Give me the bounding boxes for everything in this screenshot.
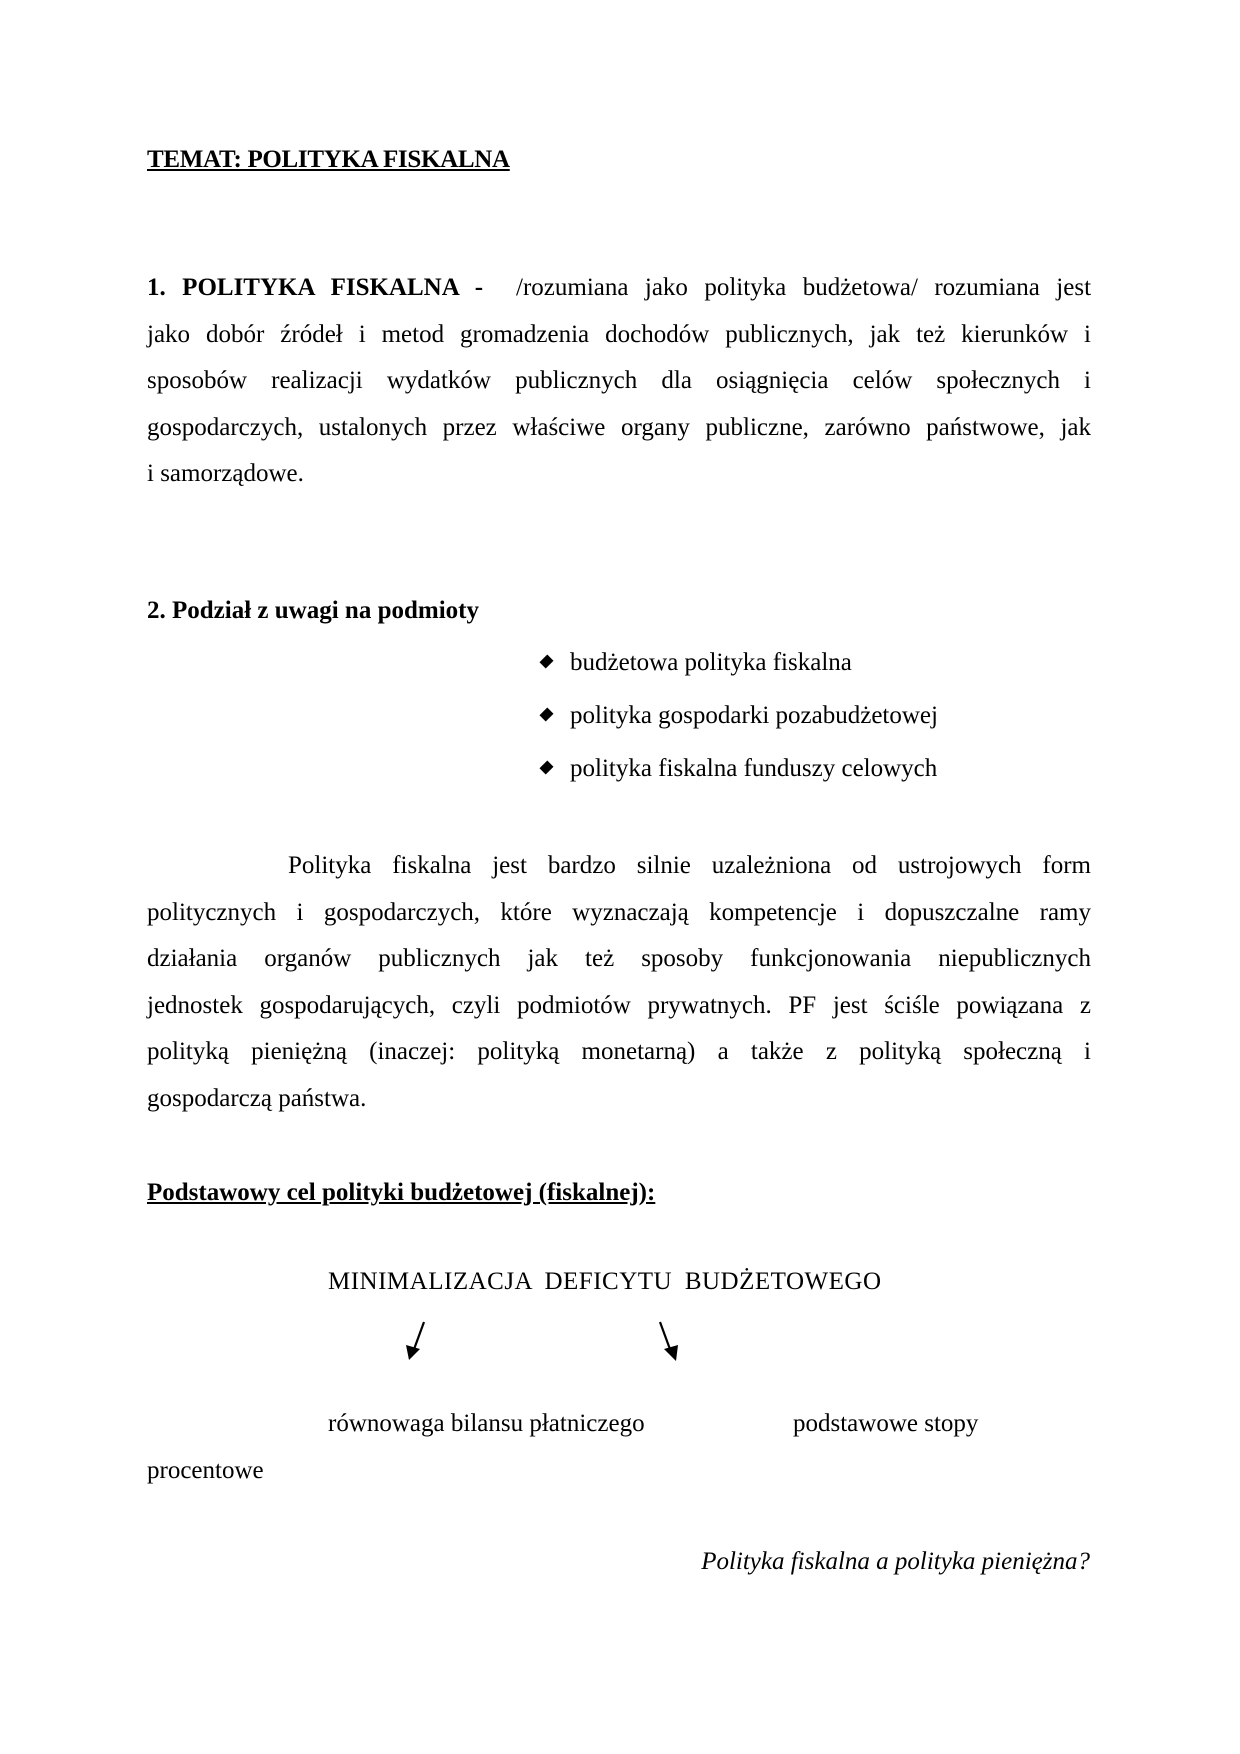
section1-line-5: i samorządowe.	[147, 460, 304, 488]
goal-main: MINIMALIZACJA DEFICYTU BUDŻETOWEGO	[328, 1268, 882, 1295]
section1-line-4: gospodarczych, ustalonych przez właściwe organy publiczne, zarówno państwowe, jak	[147, 413, 1091, 441]
goal-branch-right-continued: procentowe	[147, 1457, 264, 1484]
section1-line-3: sposobów realizacji wydatków publicznych dla osiągnięcia celów społecznych i	[147, 367, 1091, 395]
section1-line-1: 1. POLITYKA FISKALNA - /rozumiana jako polityka budżetowa/ rozumiana jest	[147, 274, 1092, 301]
section1-heading: 1. POLITYKA FISKALNA -	[147, 274, 484, 301]
arrow-down-right-icon	[660, 1322, 678, 1361]
paragraph2-line: politycznych i gospodarczych, które wyznaczają kompetencje i dopuszczalne ramy	[147, 898, 1091, 926]
bullet-item: polityka gospodarki pozabudżetowej	[541, 701, 938, 731]
bullet-item: budżetowa polityka fiskalna	[541, 648, 852, 678]
paragraph2-line: Polityka fiskalna jest bardzo silnie uzależniona od ustrojowych form	[288, 852, 1091, 879]
closing-question: Polityka fiskalna a polityka pieniężna?	[701, 1548, 1090, 1575]
goal-branch-left: równowaga bilansu płatniczego	[328, 1410, 645, 1437]
section2-heading: 2. Podział z uwagi na podmioty	[147, 597, 479, 624]
goal-heading: Podstawowy cel polityki budżetowej (fiskalnej):	[147, 1179, 656, 1206]
paragraph2-line: polityką pieniężną (inaczej: polityką monetarną) a także z polityką społeczną i	[147, 1038, 1091, 1066]
arrow-down-left-icon	[406, 1322, 424, 1360]
section1-line-2: jako dobór źródeł i metod gromadzenia dochodów publicznych, jak też kierunków i	[147, 320, 1091, 348]
bullet-item: polityka fiskalna funduszy celowych	[541, 754, 937, 784]
goal-branch-right: podstawowe stopy	[793, 1410, 979, 1437]
paragraph2-line: jednostek gospodarujących, czyli podmiotów prywatnych. PF jest ściśle powiązana z	[147, 991, 1091, 1019]
paragraph2-line: gospodarczą państwa.	[147, 1084, 367, 1112]
document-title: TEMAT: POLITYKA FISKALNA	[147, 146, 510, 173]
paragraph2-line: działania organów publicznych jak też sposoby funkcjonowania niepublicznych	[147, 945, 1091, 973]
